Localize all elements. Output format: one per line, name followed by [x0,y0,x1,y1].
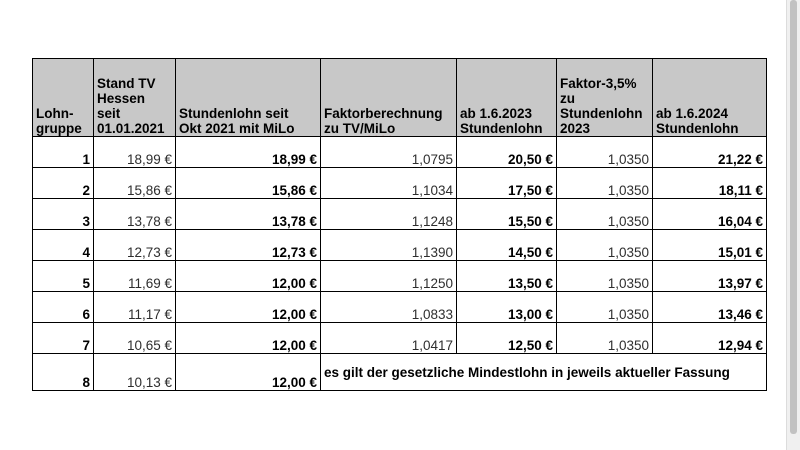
cell-lohn-2023: 17,50 € [457,168,557,199]
cell-stand: 13,78 € [94,199,176,230]
cell-gruppe: 3 [33,199,94,230]
cell-gruppe: 6 [33,292,94,323]
spellcheck-mark: MiLo [263,121,295,136]
header-row [33,59,767,137]
cell-stand: 10,65 € [94,323,176,354]
cell-faktor: 1,1248 [321,199,457,230]
cell-lohn-2021: 12,00 € [176,292,321,323]
cell-lohn-2024: 21,22 € [653,137,767,168]
cell-faktor-2: 1,0350 [557,137,653,168]
header-stundenlohn-2021: Stundenlohn seit Okt 2021 mit MiLo [176,59,321,137]
cell-gruppe: 7 [33,323,94,354]
cell-lohn-2023: 12,50 € [457,323,557,354]
cell-gruppe: 4 [33,230,94,261]
cell-lohn-2023: 13,00 € [457,292,557,323]
cell-lohn-2021: 12,00 € [176,323,321,354]
cell-lohn-2021: 18,99 € [176,137,321,168]
cell-lohn-2023: 15,50 € [457,199,557,230]
cell-faktor-2: 1,0350 [557,168,653,199]
header-lohngruppe: Lohn- gruppe [33,59,94,137]
header-ab-2024: ab 1.6.2024 Stundenlohn [653,59,767,137]
table-row [33,323,767,354]
cell-gruppe: 2 [33,168,94,199]
cell-faktor: 1,1034 [321,168,457,199]
wage-table [32,58,767,391]
table-row [33,137,767,168]
cell-faktor: 1,0833 [321,292,457,323]
table-row-last [33,354,767,391]
cell-faktor-2: 1,0350 [557,292,653,323]
cell-stand: 11,17 € [94,292,176,323]
cell-stand: 12,73 € [94,230,176,261]
table-row [33,261,767,292]
cell-gruppe: 1 [33,137,94,168]
cell-lohn-2024: 18,11 € [653,168,767,199]
cell-faktor: 1,0417 [321,323,457,354]
spellcheck-mark: MiLo [363,121,396,136]
cell-faktor: 1,1390 [321,230,457,261]
header-faktorberechnung: Faktorberechnung zu TV/MiLo [321,59,457,137]
cell-lohn-2021: 12,00 € [176,261,321,292]
cell-faktor-2: 1,0350 [557,230,653,261]
vertical-scrollbar[interactable] [786,0,800,450]
cell-faktor-2: 1,0350 [557,261,653,292]
table-row [33,230,767,261]
cell-lohn-2021: 15,86 € [176,168,321,199]
cell-lohn-2021: 13,78 € [176,199,321,230]
table-row [33,292,767,323]
cell-lohn-2023: 20,50 € [457,137,557,168]
cell-stand: 18,99 € [94,137,176,168]
cell-lohn-2024: 16,04 € [653,199,767,230]
table-row [33,168,767,199]
cell-faktor-2: 1,0350 [557,323,653,354]
cell-stand: 10,13 € [94,354,176,391]
cell-stand: 15,86 € [94,168,176,199]
header-stand: Stand TV Hessen seit 01.01.2021 [94,59,176,137]
cell-faktor: 1,1250 [321,261,457,292]
cell-lohn-2024: 13,97 € [653,261,767,292]
cell-lohn-2021: 12,00 € [176,354,321,391]
table-row [33,199,767,230]
scrollbar-thumb[interactable] [790,0,797,434]
cell-lohn-2023: 13,50 € [457,261,557,292]
header-faktor-35: Faktor-3,5% zu Stundenlohn 2023 [557,59,653,137]
cell-lohn-2024: 12,94 € [653,323,767,354]
header-ab-2023: ab 1.6.2023 Stundenlohn [457,59,557,137]
cell-gruppe: 5 [33,261,94,292]
cell-gruppe: 8 [33,354,94,391]
cell-faktor: 1,0795 [321,137,457,168]
cell-lohn-2024: 15,01 € [653,230,767,261]
cell-lohn-2021: 12,73 € [176,230,321,261]
cell-lohn-2024: 13,46 € [653,292,767,323]
cell-faktor-2: 1,0350 [557,199,653,230]
mindestlohn-note: es gilt der gesetzliche Mindestlohn in jeweils aktueller Fassung [321,354,767,391]
cell-lohn-2023: 14,50 € [457,230,557,261]
cell-stand: 11,69 € [94,261,176,292]
